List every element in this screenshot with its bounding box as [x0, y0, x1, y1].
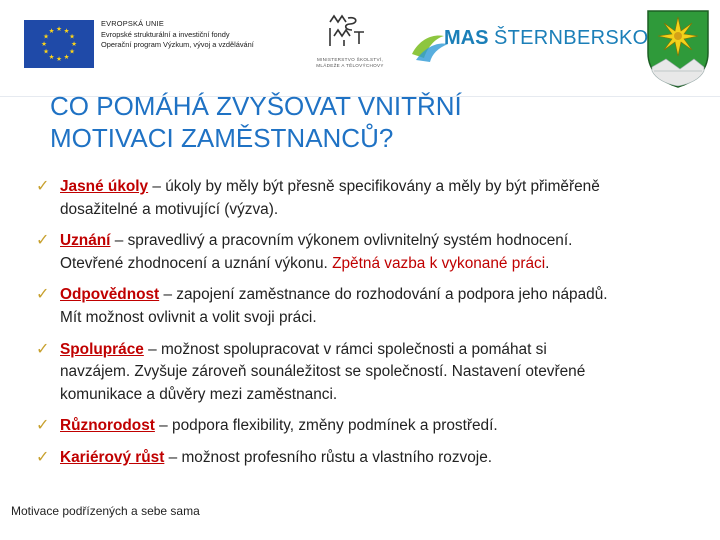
eu-star-icon: ★ — [69, 48, 75, 56]
eu-line-3: Operační program Výzkum, vývoj a vzdělávání — [101, 40, 254, 50]
eu-star-icon: ★ — [48, 54, 55, 62]
list-item — [36, 447, 716, 470]
item-text: – úkoly by měly být přesně specifikovány a měly by být přiměřeně — [148, 178, 600, 195]
mas-logo-text — [444, 27, 648, 50]
list-item — [36, 284, 716, 329]
item-line — [60, 447, 716, 470]
msmt-caption — [300, 57, 400, 69]
title-line-2: MOTIVACI ZAMĚSTNANCŮ? — [50, 123, 394, 153]
item-line — [60, 253, 716, 276]
item-keyword: Různorodost — [60, 417, 155, 435]
eu-star-icon: ★ — [69, 33, 75, 41]
msmt-caption-2: MLÁDEŽE A TĚLOVÝCHOVY — [316, 63, 384, 68]
eu-flag-icon — [24, 20, 94, 68]
item-line — [60, 176, 716, 199]
list-item — [36, 176, 716, 221]
item-line — [60, 339, 716, 362]
item-line: navzájem. Zvyšuje zároveň sounáležitost se společností. Nastavení otevřené — [60, 363, 586, 381]
item-text: – možnost profesního růstu a vlastního rozvoje. — [164, 448, 493, 466]
item-text: – možnost spolupracovat v rámci společnosti a pomáhat si — [143, 340, 547, 358]
checkmark-icon: ✓ — [36, 340, 50, 358]
eu-star-icon: ★ — [48, 28, 55, 36]
mas-prefix: MAS — [444, 27, 489, 49]
slide-title — [50, 90, 690, 154]
mas-name: ŠTERNBERSKO — [494, 27, 649, 49]
eu-star-icon: ★ — [71, 41, 77, 49]
item-text: Otevřené zhodnocení a uznání výkonu. — [60, 254, 333, 272]
item-line: dosažitelné a motivující (výzva). — [60, 200, 279, 218]
item-text: – zapojení zaměstnance do rozhodování a podpora jeho nápadů. — [159, 286, 608, 304]
item-line — [60, 230, 716, 253]
sternberk-crest-icon — [646, 9, 710, 89]
eu-star-icon: ★ — [41, 41, 47, 49]
checkmark-icon: ✓ — [36, 448, 50, 466]
list-item — [36, 230, 716, 275]
item-keyword: Kariérový růst — [60, 448, 165, 466]
motivation-list — [36, 176, 716, 470]
eu-star-icon: ★ — [63, 28, 70, 36]
item-keyword: Uznání — [60, 232, 111, 250]
list-item — [36, 415, 716, 438]
checkmark-icon: ✓ — [36, 178, 50, 195]
item-highlight: Zpětná vazba k vykonané práci — [332, 254, 546, 272]
eu-line-2: Evropské strukturální a investiční fondy — [101, 29, 230, 39]
item-text: – spravedlivý a pracovním výkonem ovlivnitelný systém hodnocení. — [110, 232, 573, 250]
eu-logo-text — [101, 19, 301, 51]
item-text: – podpora flexibility, změny podmínek a prostředí. — [154, 417, 498, 435]
eu-star-icon: ★ — [63, 54, 70, 62]
checkmark-icon: ✓ — [36, 232, 50, 250]
item-text: . — [545, 254, 550, 272]
footer-caption: Motivace podřízených a sebe sama — [11, 504, 200, 518]
item-keyword: Odpovědnost — [60, 286, 160, 304]
eu-star-icon: ★ — [56, 56, 62, 64]
msmt-caption-1: MINISTERSTVO ŠKOLSTVÍ, — [316, 57, 384, 62]
item-line: Mít možnost ovlivnit a volit svoji práci. — [60, 308, 317, 326]
eu-line-1: EVROPSKÁ UNIE — [101, 19, 164, 28]
eu-star-icon: ★ — [43, 48, 49, 56]
eu-star-icon: ★ — [56, 26, 62, 34]
checkmark-icon: ✓ — [36, 417, 50, 435]
item-line: komunikace a důvěry mezi zaměstnanci. — [60, 385, 338, 403]
item-line — [60, 415, 716, 438]
list-item — [36, 339, 716, 407]
item-keyword: Jasné úkoly — [60, 178, 149, 195]
item-line — [60, 284, 716, 307]
checkmark-icon: ✓ — [36, 286, 50, 304]
item-keyword: Spolupráce — [60, 340, 144, 358]
title-line-1: CO POMÁHÁ ZVYŠOVAT VNITŘNÍ — [50, 91, 462, 121]
eu-star-icon: ★ — [43, 33, 49, 41]
